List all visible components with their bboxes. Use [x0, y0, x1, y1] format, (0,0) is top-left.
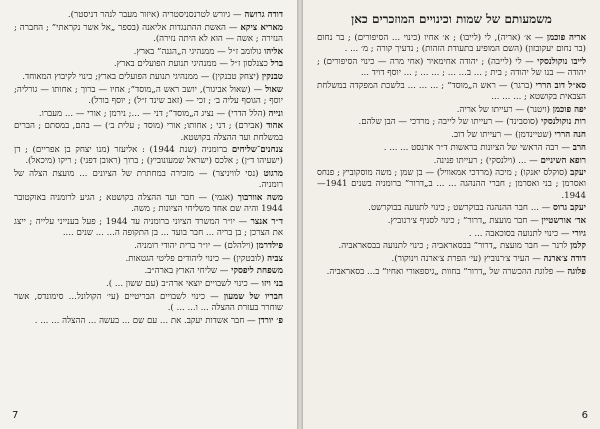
page-number: 6	[581, 410, 588, 421]
entry-name: ונייה	[268, 108, 283, 119]
left-entry-12	[14, 241, 283, 252]
entry-name: חנה הררי	[554, 130, 586, 141]
left-entry-5	[14, 85, 283, 107]
entry-text: (ברגר) — ראש ה„מוסד” ; ... ... ... בלשכת המפקדה במשלחת הצבאית בקושטא ; ... ... ...	[317, 80, 586, 103]
left-entry-8	[14, 145, 283, 167]
entry-text: — ... חבר ההנהגה בבוקרשט ; כינוי לתנועה בבוקרשט.	[368, 203, 551, 214]
right-entries	[317, 33, 586, 278]
entry-text: — כינוי לשבויים הבריטיים (עי׳ הקולונל... סימונדס, אשר שוחרר בעזרת ההצלה ... ו... ... ).	[14, 291, 283, 313]
entry-name: צנחנים־שליחים	[231, 145, 283, 156]
left-entry-15	[14, 279, 283, 290]
left-entry-7	[14, 121, 283, 143]
entry-text: — חבר אשדות יעקב. את ... עם שם ... בעשה ... ההצלה ... ... .	[34, 315, 256, 326]
entry-text: (ויטנר) — רעייתו של אריה.	[456, 104, 551, 115]
right-entry-0	[317, 33, 586, 55]
entry-name: רות נוקולנסקי	[541, 117, 586, 128]
entry-name: קלמן	[570, 241, 586, 252]
left-entry-0	[14, 10, 283, 21]
right-entry-6	[317, 143, 586, 154]
entry-text: (יצחק טבנקין) — ממנהיגי תנועת הפועלים בארץ; כינוי לקיבוץ המאוחד.	[22, 72, 260, 83]
entry-text: — א׳ (אריה), לי (לייבו) ; א׳ אחיו (כינוי ... הסיפורים) ; בר נחום (בר נחום יעקובזון) (השם המופיע בתעודת הזהות) ; נדעיך קורה ; מ׳ ... .	[317, 33, 586, 55]
page-heading: משמעותם של שמות וכינויים המוזכרים כאן	[351, 12, 552, 26]
entry-text: — רבה הראשי של הציונות בראשות ד״ר ארנסט ... ... .	[383, 142, 570, 153]
entry-text: — ... (וילנסקי) ; רעייתו פנינה.	[433, 155, 538, 166]
entry-name: פילדרמן	[256, 240, 283, 251]
entry-text: (לובטקין) — כינוי ליהודים פליטי הגטאות.	[125, 253, 265, 264]
left-entry-4	[14, 72, 283, 83]
entry-name: פ׳ יורדן	[258, 315, 283, 326]
entry-name: רופא השיניים	[540, 155, 586, 166]
left-entry-10	[14, 193, 283, 215]
right-entry-12	[317, 241, 586, 252]
entry-text: — העיר צ׳רנוביץ (עי׳ הפרת צ׳ארנה וינוקור).	[391, 254, 541, 265]
left-entry-11	[14, 217, 283, 239]
entry-text: (סוסבינד) — רעייתו של לייבה ; מרדכי — הבן שלהם.	[358, 117, 539, 128]
entry-name: גיורי	[572, 228, 586, 239]
left-entry-2	[14, 47, 283, 58]
right-entry-2	[317, 81, 586, 103]
right-entry-9	[317, 203, 586, 214]
left-entry-1	[14, 23, 283, 45]
right-entry-10	[317, 216, 586, 227]
left-entry-3	[14, 59, 283, 70]
entry-name: מאריא ציקא	[240, 22, 283, 33]
entry-text: (סוקלס יאנקו) ; מיכה (מרדכי אמאוויל) — בן שמן ; משה מוסקוביץ ; פנחס ואסרמן ; בני ואסרמן ; חברי ההנהגה ... ... ב„דרור” ברומניה בשנים 1941—1944.	[317, 168, 586, 201]
entry-name: אהוד	[266, 121, 284, 132]
page-number: 7	[12, 410, 19, 421]
entry-name: דודה גרושה	[244, 10, 283, 20]
right-entry-7	[317, 156, 586, 167]
right-entry-8	[317, 168, 586, 202]
left-page	[0, 0, 297, 429]
entry-text: — האשת ההתנגדות אליאנה (בספר „אל אשר נקראתי” ; החברה ; הנזירה ; אשה — הוא לא היתה נזירה).	[14, 22, 283, 44]
entry-text: גולומב ז״ל — ממנהיגי ה„הגנה” בארץ.	[133, 46, 262, 57]
right-entry-13	[317, 254, 586, 265]
entry-name: שאול	[265, 84, 284, 95]
right-entry-1	[317, 57, 586, 79]
entry-text: — גיורש לטרנסניסטריה (איזור מעבר לנהר דניסטר).	[67, 10, 242, 20]
entry-text: — חבר מועצת „דרור” ; כינוי לסניף צ׳רנוביץ.	[387, 216, 539, 227]
entry-text: — יו״ר המשרד הציוני ברומניה עד 1944 ; פעל בענייני עלייה ; ייצג את הצרכן ; בן בריה ... חבר בועד ... בן התקופה ה... ... שנים ....	[14, 216, 283, 239]
entry-name: יעקב	[570, 168, 587, 179]
left-entry-14	[14, 266, 283, 277]
entry-text: כצנלסון ז״ל — ממנהיגי תנועת הפועלים בארץ.	[113, 59, 268, 70]
entry-text: (הלל הדרי) — נציג ה„מוסד”; דני — ...; נירמן ; אורי — ... מעברו.	[38, 108, 266, 119]
entry-text: (אגמי) — חבר ועד ההצלה בקושטא ; הגיע לרומניה באוקטובר 1944 והיה שם אחד משליחי הציונות ; משה.	[14, 193, 283, 215]
entry-text: (וילהלם) — יו״ר ברית יהודי רומניה.	[134, 240, 254, 251]
left-entry-6	[14, 109, 283, 120]
entry-name: ברל	[270, 59, 283, 70]
entry-name: אריה פוכמן	[546, 33, 586, 43]
entry-name: טבנקין	[261, 72, 283, 83]
entry-text: (אבירם) ; דני ; אחותו; אורי (מוסד ; עלית ב׳) — בהם, במסתם ; הברים במשלחת ועד ההצלה בקושטא.	[14, 121, 283, 143]
right-entry-11	[317, 229, 586, 240]
entry-name: דודה צ׳ארנה	[543, 254, 586, 265]
right-entry-5	[317, 130, 586, 141]
left-entry-17	[14, 316, 283, 327]
left-entries	[14, 10, 283, 327]
entry-name: יפה פוכמן	[552, 104, 586, 115]
left-entry-13	[14, 254, 283, 265]
right-page	[303, 0, 600, 429]
entry-text: לרנר — חבר מועצת „דרור” בבסאראביה ; כינוי לתנועה בבסאראביה.	[338, 241, 568, 252]
entry-name: מרגוט	[263, 169, 283, 180]
entry-text: — כינוי לתנועה בסוכאבה ... .	[468, 228, 570, 239]
entry-name: צביה	[267, 253, 283, 264]
entry-text: ברומניה (שנת 1944) : אליעזר (מנו יצחק בן אפריים) ; דן (ישעיהו ד״ן) ; אלכס (ישראל שמעונוביץ) ; ברוך (ראובן דפני) ; ריקו (מיכאל).	[14, 145, 283, 167]
left-entry-16	[14, 292, 283, 314]
left-entry-9	[14, 169, 283, 191]
entry-name: אד׳ אורשטיין	[541, 216, 586, 227]
entry-name: בני ויזו	[261, 278, 283, 289]
entry-name: ד״ר אנצר	[250, 216, 283, 227]
entry-text: — כינוי לשבויים יוצאי ארה״ב (עם ששון ... ).	[106, 278, 260, 289]
entry-name: משה אוורבוך	[237, 193, 284, 204]
right-entry-4	[317, 117, 586, 128]
entry-name: סא״ל דוב הררי	[535, 80, 586, 91]
entry-text: (נסי לוויניצר) — מזכירה במחתרת של הציונים ... מועצת הצלה של רומניה.	[14, 169, 283, 191]
entry-text: — פלוגת ההכשרה של „דרור” בחוות „גיספאורי ואחיו” ב... בסאראביה.	[326, 266, 565, 277]
entry-name: משפחת ליפסקי	[231, 266, 283, 277]
entry-text: (שטיינדמן) — רעייתו של דוב.	[451, 130, 552, 141]
entry-text: — (שאול אביגור), יושב ראש ה„מוסד”; אחיו — ברוך ; אחותו — גורליה; יוסף ; הגוסף עליה ב׳ ; זכי — (זאב שינד ז״ל) ; יוסף בורל).	[14, 84, 283, 106]
entry-text: — לי (לייבה) ; יהודה אחימאיר (אחי מרה — כינוי הסיפורים) ; יהודה — בנו של יהודה ; בית ; ... ב... ... ; ... ... ; ... יוסף דויד ...	[317, 56, 586, 79]
entry-name: חבריו של שמעון	[223, 291, 283, 302]
right-entry-3	[317, 105, 586, 116]
entry-name: הרב	[572, 142, 586, 153]
entry-name: יעקב גרוס	[553, 203, 586, 214]
entry-text: — שליחי הארץ בארה״ב.	[144, 266, 229, 277]
right-entry-14	[317, 267, 586, 278]
entry-name: לייבו נוקולנסקי	[537, 56, 586, 67]
entry-name: אליהו	[264, 46, 283, 57]
entry-name: פלוגה	[567, 266, 586, 277]
